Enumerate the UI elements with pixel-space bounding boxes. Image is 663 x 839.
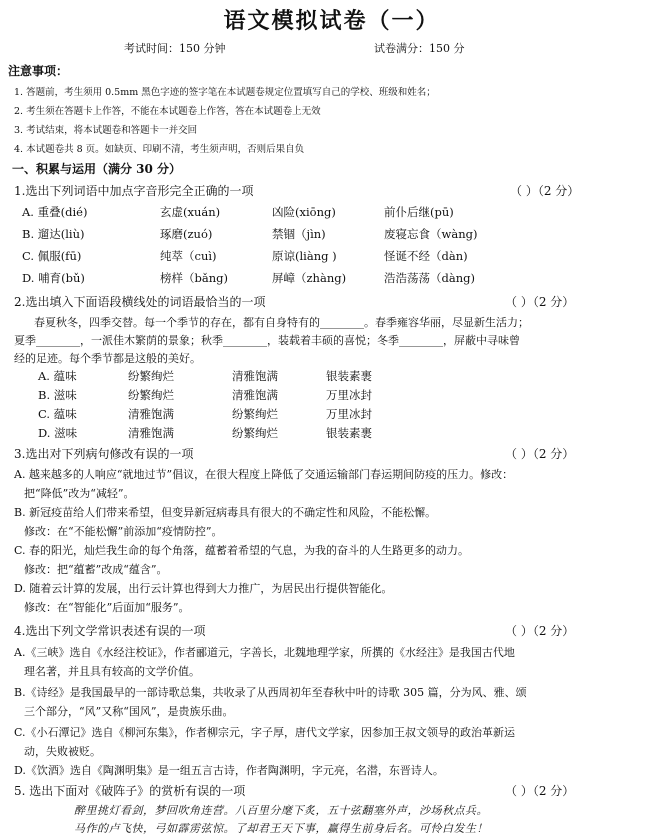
q2-option-c: C. 蕴味 bbox=[38, 407, 77, 421]
q2-word: 银装素裹 bbox=[326, 426, 372, 440]
q1-word: 凶险(xiōng) bbox=[272, 205, 336, 219]
poem-line: 醉里挑灯看剑，梦回吹角连营。八百里分麾下炙，五十弦翻塞外声，沙场秋点兵。 bbox=[74, 804, 488, 817]
q3-option-c-fix: 修改：把“蕴蓄”改成“蕴含”。 bbox=[24, 563, 168, 576]
q2-word: 纷繁绚烂 bbox=[128, 388, 174, 402]
notice-heading: 注意事项： bbox=[8, 64, 69, 78]
notice-item: 1. 答题前，考生须用 0.5mm 黑色字迹的签字笔在本试题卷规定位置填写自己的学校、班级和姓名； bbox=[14, 87, 436, 98]
q1-word: 前仆后继(pū) bbox=[384, 205, 454, 219]
q1-word: 废寝忘食（wàng) bbox=[384, 227, 478, 241]
q2-word: 银装素裹 bbox=[326, 369, 372, 383]
q1-word: 琢磨(zuó) bbox=[160, 227, 213, 241]
q3-option-c: C. 春的阳光，灿烂我生命的每个角落，蕴蓄着希望的气息，为我的奋斗的人生路更多的动力。 bbox=[14, 544, 470, 557]
q2-word: 纷繁绚烂 bbox=[232, 407, 278, 421]
q1-word: 屏嶂（zhàng) bbox=[272, 271, 347, 285]
section-heading: 一、积累与运用（满分 30 分） bbox=[12, 162, 182, 176]
page-title: 语文模拟试卷（一） bbox=[223, 8, 440, 34]
exam-score: 试卷满分：150 分 bbox=[374, 42, 465, 55]
q1-option-c: C. 佩服(fū) bbox=[22, 249, 82, 263]
question-4-stem: 4.选出下列文学常识表述有误的一项 bbox=[14, 624, 206, 638]
q2-option-b: B. 滋味 bbox=[38, 388, 77, 402]
question-2-answer-blank: （ ）（2 分） bbox=[505, 295, 575, 309]
question-4-answer-blank: （ ）（2 分） bbox=[505, 624, 575, 638]
q2-word: 纷繁绚烂 bbox=[128, 369, 174, 383]
question-1-stem: 1.选出下列词语中加点字音形完全正确的一项 bbox=[14, 184, 254, 198]
q1-word: 原谅(liàng ) bbox=[272, 249, 337, 263]
q4-option-c-cont: 动，失败被贬。 bbox=[24, 745, 101, 758]
q1-option-d: D. 哺育(bǔ) bbox=[22, 271, 85, 285]
q2-word: 纷繁绚烂 bbox=[232, 426, 278, 440]
q2-passage-line: 经的足迹。每个季节都是这般的美好。 bbox=[14, 352, 201, 365]
q2-word: 清雅饱满 bbox=[232, 388, 278, 402]
question-3-answer-blank: （ ）（2 分） bbox=[505, 447, 575, 461]
q3-option-b: B. 新冠疫苗给人们带来希望，但变异新冠病毒具有很大的不确定性和风险，不能松懈。 bbox=[14, 506, 437, 519]
question-1-answer-blank: （ ）（2 分） bbox=[510, 184, 580, 198]
q1-word: 浩浩荡荡（dàng) bbox=[384, 271, 475, 285]
q4-option-a-cont: 理名著，并且具有较高的文学价值。 bbox=[24, 665, 200, 678]
q2-word: 万里冰封 bbox=[326, 407, 372, 421]
q1-word: 怪诞不经（dàn) bbox=[384, 249, 468, 263]
q4-option-c: C.《小石潭记》选自《柳河东集》，作者柳宗元，字子厚，唐代文学家，因参加王叔文领导的政治革新运 bbox=[14, 726, 516, 739]
q1-option-b: B. 遛达(liù) bbox=[22, 227, 85, 241]
q2-option-d: D. 滋味 bbox=[38, 426, 78, 440]
q4-option-a: A.《三峡》选自《水经注校证》，作者郦道元，字善长，北魏地理学家，所撰的《水经注》是我国古代地 bbox=[14, 646, 515, 659]
q1-option-a: A. 重叠(dié) bbox=[22, 205, 88, 219]
question-5-stem: 5. 选出下面对《破阵子》的赏析有误的一项 bbox=[14, 784, 246, 798]
notice-item: 3. 考试结束，将本试题卷和答题卡一并交回 bbox=[14, 125, 198, 136]
q4-option-b: B.《诗经》是我国最早的一部诗歌总集，共收录了从西周初年至春秋中叶的诗歌 305 篇，分为风、雅、颂 bbox=[14, 686, 527, 699]
notice-item: 2. 考生须在答题卡上作答，不能在本试题卷上作答，答在本试题卷上无效 bbox=[14, 106, 321, 117]
q3-option-d: D. 随着云计算的发展，出行云计算也得到大力推广，为居民出行提供智能化。 bbox=[14, 582, 393, 595]
q1-word: 禁锢（jìn) bbox=[272, 227, 326, 241]
q2-option-a: A. 蕴味 bbox=[38, 369, 77, 383]
notice-item: 4. 本试题卷共 8 页。如缺页、印刷不清，考生须声明，否则后果自负 bbox=[14, 144, 305, 155]
q4-option-b-cont: 三个部分，“风”又称“国风”，是贵族乐曲。 bbox=[24, 705, 234, 718]
q2-passage-line: 春夏秋冬，四季交替。每一个季节的存在，都有自身特有的________。春季雍容华丽，尽显新生活力； bbox=[34, 316, 529, 329]
question-5-answer-blank: （ ）（2 分） bbox=[505, 784, 575, 798]
q2-word: 清雅饱满 bbox=[232, 369, 278, 383]
q1-word: 纯萃（cuì) bbox=[160, 249, 217, 263]
q3-option-b-fix: 修改：在“不能松懈”前添加“疫情防控”。 bbox=[24, 525, 223, 538]
question-2-stem: 2.选出填入下面语段横线处的词语最恰当的一项 bbox=[14, 295, 266, 309]
q3-option-a: A. 越来越多的人响应“就地过节”倡议，在很大程度上降低了交通运输部门春运期间防疫的压力。修改： bbox=[14, 468, 514, 481]
q4-option-d: D.《饮酒》选自《陶渊明集》是一组五言古诗，作者陶渊明，字元亮，名潜，东晋诗人。 bbox=[14, 764, 444, 777]
q1-word: 玄虚(xuán) bbox=[160, 205, 221, 219]
q2-word: 万里冰封 bbox=[326, 388, 372, 402]
q2-passage-line: 夏季________，一派佳木繁荫的景象；秋季________，装载着丰硕的喜悦；冬季________，屏蔽中寻味曾 bbox=[14, 334, 520, 347]
q3-option-a-fix: 把“降低”改为“减轻”。 bbox=[24, 487, 135, 500]
q2-word: 清雅饱满 bbox=[128, 407, 174, 421]
question-3-stem: 3.选出对下列病句修改有误的一项 bbox=[14, 447, 194, 461]
exam-time: 考试时间：150 分钟 bbox=[124, 42, 226, 55]
q3-option-d-fix: 修改：在“智能化”后面加“服务”。 bbox=[24, 601, 190, 614]
poem-line: 马作的卢飞快，弓如霹雳弦惊。了却君王天下事，赢得生前身后名。可怜白发生！ bbox=[74, 822, 488, 835]
q1-word: 榜样（bǎng) bbox=[160, 271, 228, 285]
q2-word: 清雅饱满 bbox=[128, 426, 174, 440]
